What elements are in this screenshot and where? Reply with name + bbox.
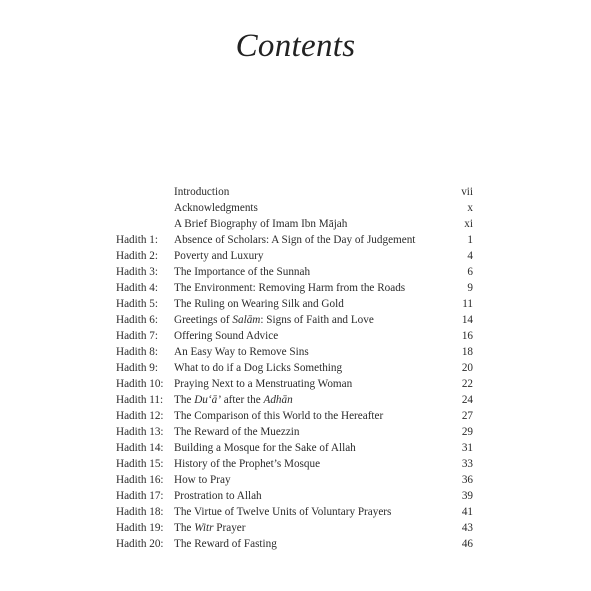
toc-entry[interactable] bbox=[116, 520, 476, 536]
toc-entry-title-part: after the bbox=[220, 394, 264, 406]
toc-entry-title: Absence of Scholars: A Sign of the Day of Judgement bbox=[174, 234, 416, 246]
toc-entry-label: Hadith 19: bbox=[116, 522, 164, 534]
toc-entry[interactable] bbox=[116, 200, 476, 216]
toc-entry-page-number: 39 bbox=[461, 490, 473, 502]
toc-entry-title: The Virtue of Twelve Units of Voluntary Prayers bbox=[174, 506, 392, 518]
toc-entry-title: Offering Sound Advice bbox=[174, 330, 279, 342]
toc-entry-label: Hadith 12: bbox=[116, 410, 164, 422]
toc-entry[interactable] bbox=[116, 536, 476, 552]
toc-entry-title: The Reward of the Muezzin bbox=[174, 426, 300, 438]
page-title: Contents bbox=[235, 28, 356, 64]
toc-entry-title bbox=[174, 312, 374, 328]
toc-entry-label: Hadith 18: bbox=[116, 506, 164, 518]
toc-entry-page-number: vii bbox=[461, 186, 473, 198]
toc-entry-page-number: 4 bbox=[467, 250, 473, 262]
toc-entry[interactable] bbox=[116, 424, 476, 440]
toc-entry-title-part: The bbox=[174, 394, 195, 406]
toc-entry-title bbox=[174, 392, 293, 408]
toc-entry-label: Hadith 5: bbox=[116, 298, 158, 310]
toc-entry-page-number: 46 bbox=[461, 538, 473, 550]
toc-entry-page-number: 11 bbox=[462, 298, 473, 310]
toc-entry-title: The Ruling on Wearing Silk and Gold bbox=[174, 298, 344, 310]
toc-entry[interactable] bbox=[116, 392, 476, 408]
toc-entry-title-part: Adhān bbox=[263, 394, 293, 406]
toc-entry-page-number: 24 bbox=[461, 394, 473, 406]
toc-entry[interactable] bbox=[116, 472, 476, 488]
toc-entry[interactable] bbox=[116, 360, 476, 376]
toc-entry-label: Hadith 14: bbox=[116, 442, 164, 454]
toc-entry-page-number: 31 bbox=[461, 442, 473, 454]
toc-entry-label: Hadith 16: bbox=[116, 474, 164, 486]
toc-entry[interactable] bbox=[116, 184, 476, 200]
toc-entry[interactable] bbox=[116, 296, 476, 312]
toc-entry-label: Hadith 4: bbox=[116, 282, 158, 294]
toc-entry-title-part: : Signs of Faith and Love bbox=[260, 314, 374, 326]
toc-entry-page-number: 1 bbox=[467, 234, 473, 246]
toc-entry-label: Hadith 2: bbox=[116, 250, 158, 262]
toc-entry-page-number: xi bbox=[464, 218, 473, 230]
toc-entry-title: Praying Next to a Menstruating Woman bbox=[174, 378, 353, 390]
toc-entry[interactable] bbox=[116, 488, 476, 504]
toc-entry-page-number: 29 bbox=[461, 426, 473, 438]
toc-entry-page-number: 20 bbox=[461, 362, 473, 374]
toc-entry[interactable] bbox=[116, 440, 476, 456]
toc-entry-page-number: 16 bbox=[461, 330, 473, 342]
toc-entry-label: Hadith 20: bbox=[116, 538, 164, 550]
toc-entry[interactable] bbox=[116, 312, 476, 328]
toc-entry-title-part: Greetings of bbox=[174, 314, 233, 326]
toc-entry[interactable] bbox=[116, 344, 476, 360]
toc-entry-title: An Easy Way to Remove Sins bbox=[174, 346, 309, 358]
toc-entry-title: The Importance of the Sunnah bbox=[174, 266, 311, 278]
toc-entry-label: Hadith 9: bbox=[116, 362, 158, 374]
toc-entry[interactable] bbox=[116, 232, 476, 248]
toc-entry-label: Hadith 11: bbox=[116, 394, 164, 406]
toc-entry[interactable] bbox=[116, 264, 476, 280]
toc-entry-title: Building a Mosque for the Sake of Allah bbox=[174, 442, 356, 454]
toc-entry-page-number: 41 bbox=[461, 506, 473, 518]
toc-entry-label: Hadith 7: bbox=[116, 330, 158, 342]
toc-entry-label: Hadith 17: bbox=[116, 490, 164, 502]
toc-entry-title: Introduction bbox=[174, 186, 230, 198]
toc-entry-title-part: Witr bbox=[194, 522, 214, 534]
table-of-contents bbox=[116, 184, 476, 552]
toc-entry-title: The Environment: Removing Harm from the Roads bbox=[174, 282, 406, 294]
toc-entry-label: Hadith 8: bbox=[116, 346, 158, 358]
toc-entry-title-part: Du‘ā’ bbox=[194, 394, 221, 406]
toc-entry-title: What to do if a Dog Licks Something bbox=[174, 362, 343, 374]
toc-entry-label: Hadith 10: bbox=[116, 378, 164, 390]
toc-entry-label: Hadith 1: bbox=[116, 234, 158, 246]
toc-entry-title: The Reward of Fasting bbox=[174, 538, 277, 550]
toc-entry-title-part: Salām bbox=[232, 314, 261, 326]
toc-entry-title: The Comparison of this World to the Hereafter bbox=[174, 410, 384, 422]
toc-entry-page-number: 27 bbox=[461, 410, 473, 422]
toc-entry-title-part: Prayer bbox=[213, 522, 246, 534]
toc-entry-page-number: 33 bbox=[461, 458, 473, 470]
toc-entry[interactable] bbox=[116, 456, 476, 472]
toc-entry-page-number: 22 bbox=[461, 378, 473, 390]
toc-entry[interactable] bbox=[116, 376, 476, 392]
toc-entry-title: A Brief Biography of Imam Ibn Mājah bbox=[174, 218, 348, 230]
toc-entry-page-number: 18 bbox=[461, 346, 473, 358]
toc-entry-label: Hadith 13: bbox=[116, 426, 164, 438]
toc-entry-title: Acknowledgments bbox=[174, 202, 258, 214]
toc-entry-label: Hadith 6: bbox=[116, 314, 158, 326]
toc-entry[interactable] bbox=[116, 280, 476, 296]
toc-entry-title: Poverty and Luxury bbox=[174, 250, 264, 262]
toc-entry-page-number: 6 bbox=[467, 266, 473, 278]
toc-entry[interactable] bbox=[116, 248, 476, 264]
toc-entry-title: History of the Prophet’s Mosque bbox=[174, 458, 321, 470]
toc-entry-page-number: 14 bbox=[461, 314, 473, 326]
toc-entry-label: Hadith 15: bbox=[116, 458, 164, 470]
toc-entry[interactable] bbox=[116, 216, 476, 232]
toc-entry[interactable] bbox=[116, 504, 476, 520]
toc-entry-page-number: 43 bbox=[461, 522, 473, 534]
toc-entry-page-number: 9 bbox=[467, 282, 473, 294]
toc-entry-title bbox=[174, 520, 245, 536]
toc-entry-title: Prostration to Allah bbox=[174, 490, 262, 502]
toc-entry-title-part: The bbox=[174, 522, 195, 534]
toc-entry-page-number: x bbox=[467, 202, 473, 214]
toc-entry-page-number: 36 bbox=[461, 474, 473, 486]
toc-entry[interactable] bbox=[116, 328, 476, 344]
toc-entry-title: How to Pray bbox=[174, 474, 231, 486]
toc-entry-label: Hadith 3: bbox=[116, 266, 158, 278]
toc-entry[interactable] bbox=[116, 408, 476, 424]
